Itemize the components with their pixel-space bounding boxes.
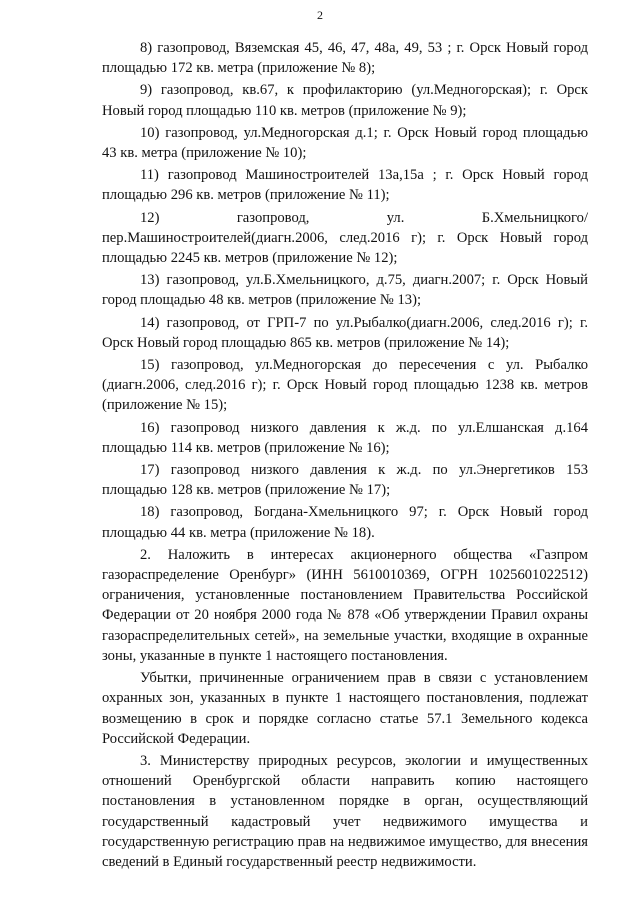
list-item-11: 11) газопровод Машиностроителей 13а,15а ; г. Орск Новый город площадью 296 кв. метров (приложение № 11); [102,167,588,204]
list-item-17: 17) газопровод низкого давления к ж.д. по ул.Энергетиков 153 площадью 128 кв. метров (приложение № 17); [102,462,588,499]
list-item-14: 14) газопровод, от ГРП-7 по ул.Рыбалко(диагн.2006, след.2016 г); г. Орск Новый город площадью 865 кв. метров (приложение № 14); [102,314,588,351]
clause-2-losses: Убытки, причиненные ограничением прав в связи с установлением охранных зон, указанных в пункте 1 настоящего постановления, подлежат возмещению в срок и порядке согласно статье 57.1 Земельного кодекса Российской Федерации. [102,670,588,747]
list-item-13: 13) газопровод, ул.Б.Хмельницкого, д.75, диагн.2007; г. Орск Новый город площадью 48 кв. метров (приложение № 13); [102,272,588,309]
list-item-18: 18) газопровод, Богдана-Хмельницкого 97; г. Орск Новый город площадью 44 кв. метра (приложение № 18). [102,504,588,541]
list-item-12: 12) газопровод, ул. Б.Хмельницкого/пер.Машиностроителей(диагн.2006, след.2016 г); г. Орск Новый город площадью 2245 кв. метров (приложение № 12); [102,209,588,267]
page-number: 2 [317,8,323,22]
clause-3: 3. Министерству природных ресурсов, экологии и имущественных отношений Оренбургской области направить копию настоящего постановления в установленном порядке в орган, осуществляющий государственный кадастровый учет недвижимого имущества и государственную регистрацию прав на недвижимое имущество, для внесения сведений в Единый государственный реестр недвижимости. [102,752,588,870]
document-body [102,38,588,874]
clause-2: 2. Наложить в интересах акционерного общества «Газпром газораспределение Оренбург» (ИНН 5610010369, ОГРН 1025601022512) ограничения, установленные постановлением Правительства Российской Федерации от 20 ноября 2000 года № 878 «Об утверждении Правил охраны газораспределительных сетей», на земельные участки, входящие в охранные зоны, указанные в пункте 1 настоящего постановления. [102,546,588,664]
list-item-15: 15) газопровод, ул.Медногорская до пересечения с ул. Рыбалко (диагн.2006, след.2016 г); г. Орск Новый город площадью 1238 кв. метров (приложение № 15); [102,357,588,414]
list-item-16: 16) газопровод низкого давления к ж.д. по ул.Елшанская д.164 площадью 114 кв. метров (приложение № 16); [102,419,588,456]
list-item-10: 10) газопровод, ул.Медногорская д.1; г. Орск Новый город площадью 43 кв. метра (приложение № 10); [102,124,588,162]
list-item-8: 8) газопровод, Вяземская 45, 46, 47, 48а, 49, 53 ; г. Орск Новый город площадью 172 кв. метра (приложение № 8); [102,40,588,77]
list-item-9: 9) газопровод, кв.67, к профилакторию (ул.Медногорская); г. Орск Новый город площадью 110 кв. метров (приложение № 9); [102,82,588,119]
